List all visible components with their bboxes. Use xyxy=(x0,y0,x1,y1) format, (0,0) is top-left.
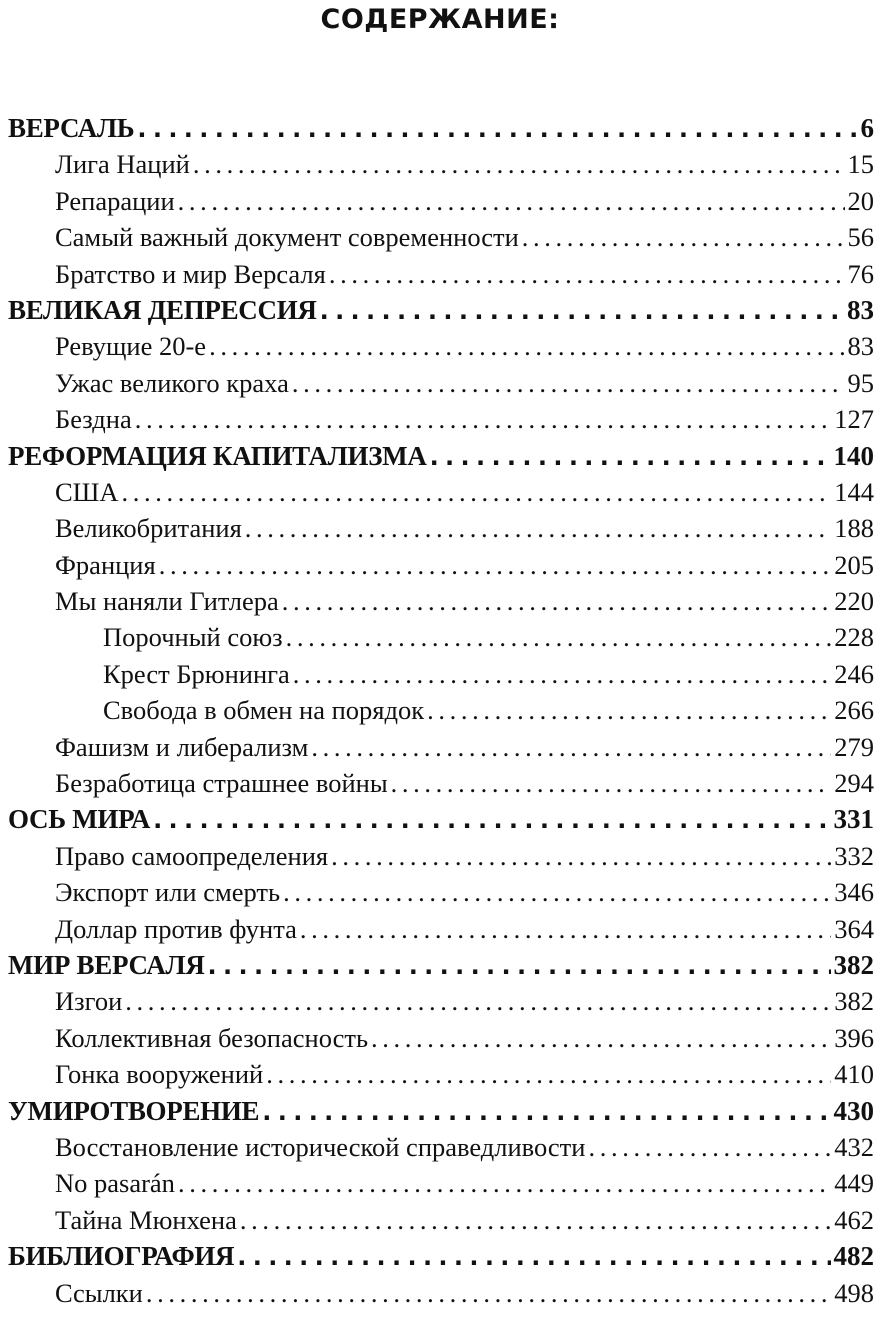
toc-section-entry xyxy=(0,801,880,837)
dot-leader xyxy=(135,401,832,437)
dot-leader xyxy=(237,1239,830,1275)
toc-entry-page-number: 56 xyxy=(847,222,874,253)
toc-section-entry xyxy=(0,110,880,146)
table-of-contents xyxy=(0,110,880,1311)
toc-entry-title: Лига Наций xyxy=(55,149,190,180)
toc-entry-page-number: 246 xyxy=(834,658,874,689)
toc-chapter-entry xyxy=(0,874,880,910)
toc-chapter-entry xyxy=(0,1165,880,1201)
dot-leader xyxy=(208,948,831,984)
dot-leader xyxy=(122,474,832,510)
toc-entry-title: Ревущие 20-е xyxy=(55,331,207,362)
toc-entry-title: Великобритания xyxy=(55,513,242,544)
toc-entry-title: Безработица страшнее войны xyxy=(55,768,388,799)
toc-entry-title: Свобода в обмен на порядок xyxy=(103,695,425,726)
toc-section-entry xyxy=(0,292,880,328)
dot-leader xyxy=(522,219,845,255)
dot-leader xyxy=(266,1056,831,1092)
toc-chapter-entry xyxy=(0,510,880,546)
toc-entry-title: Право самоопределения xyxy=(55,840,329,871)
toc-entry-page-number: 144 xyxy=(834,476,874,507)
toc-chapter-entry xyxy=(0,765,880,801)
toc-section-entry xyxy=(0,1238,880,1274)
toc-entry-title: РЕФОРМАЦИЯ КАПИТАЛИЗМА xyxy=(8,440,427,471)
toc-entry-page-number: 410 xyxy=(834,1059,874,1090)
toc-entry-title: Крест Брюнинга xyxy=(103,658,290,689)
toc-entry-title: Гонка вооружений xyxy=(55,1059,264,1090)
toc-entry-page-number: 482 xyxy=(833,1241,874,1272)
toc-chapter-entry xyxy=(0,183,880,219)
toc-entry-page-number: 396 xyxy=(834,1022,874,1053)
dot-leader xyxy=(329,256,845,292)
dot-leader xyxy=(159,547,832,583)
toc-entry-title: Доллар против фунта xyxy=(55,913,297,944)
toc-chapter-entry xyxy=(0,256,880,292)
toc-entry-page-number: 364 xyxy=(834,913,874,944)
toc-entry-title: Франция xyxy=(55,549,156,580)
toc-entry-page-number: 76 xyxy=(847,258,874,289)
toc-entry-title: Восстановление исторической справедливости xyxy=(55,1131,586,1162)
toc-entry-page-number: 95 xyxy=(847,367,874,398)
toc-entry-page-number: 332 xyxy=(834,840,874,871)
toc-entry-page-number: 346 xyxy=(834,877,874,908)
toc-entry-title: Порочный союз xyxy=(103,622,283,653)
toc-chapter-entry xyxy=(0,1056,880,1092)
toc-entry-title: Репарации xyxy=(55,185,175,216)
dot-leader xyxy=(209,328,844,364)
toc-entry-page-number: 382 xyxy=(833,949,874,980)
toc-entry-page-number: 266 xyxy=(834,695,874,726)
toc-entry-title: БИБЛИОГРАФИЯ xyxy=(8,1241,235,1272)
dot-leader xyxy=(178,183,845,219)
toc-entry-page-number: 279 xyxy=(834,731,874,762)
toc-section-entry xyxy=(0,1093,880,1129)
toc-entry-title: Ссылки xyxy=(55,1277,143,1308)
toc-subchapter-entry xyxy=(0,619,880,655)
toc-entry-title: МИР ВЕРСАЛЯ xyxy=(8,949,205,980)
toc-entry-page-number: 382 xyxy=(834,986,874,1017)
dot-leader xyxy=(245,510,831,546)
toc-entry-page-number: 140 xyxy=(833,440,874,471)
toc-entry-page-number: 220 xyxy=(834,586,874,617)
dot-leader xyxy=(146,1275,831,1311)
toc-entry-title: УМИРОТВОРЕНИЕ xyxy=(8,1095,260,1126)
dot-leader xyxy=(588,1129,831,1165)
dot-leader xyxy=(371,1020,831,1056)
toc-entry-page-number: 430 xyxy=(833,1095,874,1126)
toc-entry-page-number: 205 xyxy=(834,549,874,580)
toc-chapter-entry xyxy=(0,401,880,437)
dot-leader xyxy=(240,1202,831,1238)
dot-leader xyxy=(178,1165,831,1201)
toc-subchapter-entry xyxy=(0,692,880,728)
toc-chapter-entry xyxy=(0,1020,880,1056)
toc-chapter-entry xyxy=(0,365,880,401)
dot-leader xyxy=(331,838,831,874)
toc-chapter-entry xyxy=(0,1129,880,1165)
toc-entry-page-number: 331 xyxy=(833,804,874,835)
toc-entry-title: Экспорт или смерть xyxy=(55,877,281,908)
dot-leader xyxy=(286,619,832,655)
toc-chapter-entry xyxy=(0,474,880,510)
toc-entry-title: США xyxy=(55,476,119,507)
toc-entry-title: Фашизм и либерализм xyxy=(55,731,309,762)
toc-entry-page-number: 294 xyxy=(834,768,874,799)
toc-entry-page-number: 15 xyxy=(847,149,874,180)
dot-leader xyxy=(137,111,857,147)
toc-entry-page-number: 449 xyxy=(834,1168,874,1199)
toc-entry-page-number: 432 xyxy=(834,1131,874,1162)
dot-leader xyxy=(282,583,832,619)
toc-entry-title: ВЕРСАЛЬ xyxy=(8,113,135,143)
toc-entry-page-number: 83 xyxy=(847,294,874,325)
toc-entry-title: Ужас великого краха xyxy=(55,367,289,398)
toc-entry-title: Коллективная безопасность xyxy=(55,1022,369,1053)
dot-leader xyxy=(153,802,830,838)
toc-entry-title: Самый важный документ современности xyxy=(55,222,519,253)
dot-leader xyxy=(262,1094,830,1130)
toc-chapter-entry xyxy=(0,1202,880,1238)
dot-leader xyxy=(391,765,832,801)
toc-entry-title: Братство и мир Версаля xyxy=(55,258,326,289)
toc-entry-page-number: 83 xyxy=(847,331,874,362)
toc-entry-page-number: 462 xyxy=(834,1204,874,1235)
toc-section-entry xyxy=(0,438,880,474)
toc-entry-page-number: 498 xyxy=(834,1277,874,1308)
toc-entry-page-number: 228 xyxy=(834,622,874,653)
dot-leader xyxy=(125,983,831,1019)
dot-leader xyxy=(320,293,844,329)
toc-chapter-entry xyxy=(0,219,880,255)
toc-entry-page-number: 127 xyxy=(834,404,874,435)
toc-chapter-entry xyxy=(0,983,880,1019)
toc-chapter-entry xyxy=(0,583,880,619)
toc-chapter-entry xyxy=(0,146,880,182)
dot-leader xyxy=(292,365,845,401)
toc-entry-title: Бездна xyxy=(55,404,132,435)
dot-leader xyxy=(430,439,831,475)
toc-subchapter-entry xyxy=(0,656,880,692)
toc-chapter-entry xyxy=(0,1275,880,1311)
toc-chapter-entry xyxy=(0,838,880,874)
dot-leader xyxy=(311,729,831,765)
toc-entry-page-number: 188 xyxy=(834,513,874,544)
toc-entry-page-number: 20 xyxy=(847,185,874,216)
dot-leader xyxy=(193,146,845,182)
toc-chapter-entry xyxy=(0,547,880,583)
toc-section-entry xyxy=(0,947,880,983)
page-title: СОДЕРЖАНИЕ: xyxy=(320,4,560,35)
toc-chapter-entry xyxy=(0,729,880,765)
toc-entry-title: ОСЬ МИРА xyxy=(8,804,151,835)
toc-entry-page-number: 6 xyxy=(860,113,874,143)
toc-chapter-entry xyxy=(0,911,880,947)
toc-entry-title: Изгои xyxy=(55,986,123,1017)
toc-entry-title: No pasarán xyxy=(55,1168,175,1199)
dot-leader xyxy=(283,874,831,910)
dot-leader xyxy=(300,911,831,947)
dot-leader xyxy=(293,656,831,692)
toc-entry-title: Тайна Мюнхена xyxy=(55,1204,237,1235)
toc-entry-title: Мы наняли Гитлера xyxy=(55,586,279,617)
toc-entry-title: ВЕЛИКАЯ ДЕПРЕССИЯ xyxy=(8,294,317,325)
dot-leader xyxy=(427,692,831,728)
toc-chapter-entry xyxy=(0,328,880,364)
